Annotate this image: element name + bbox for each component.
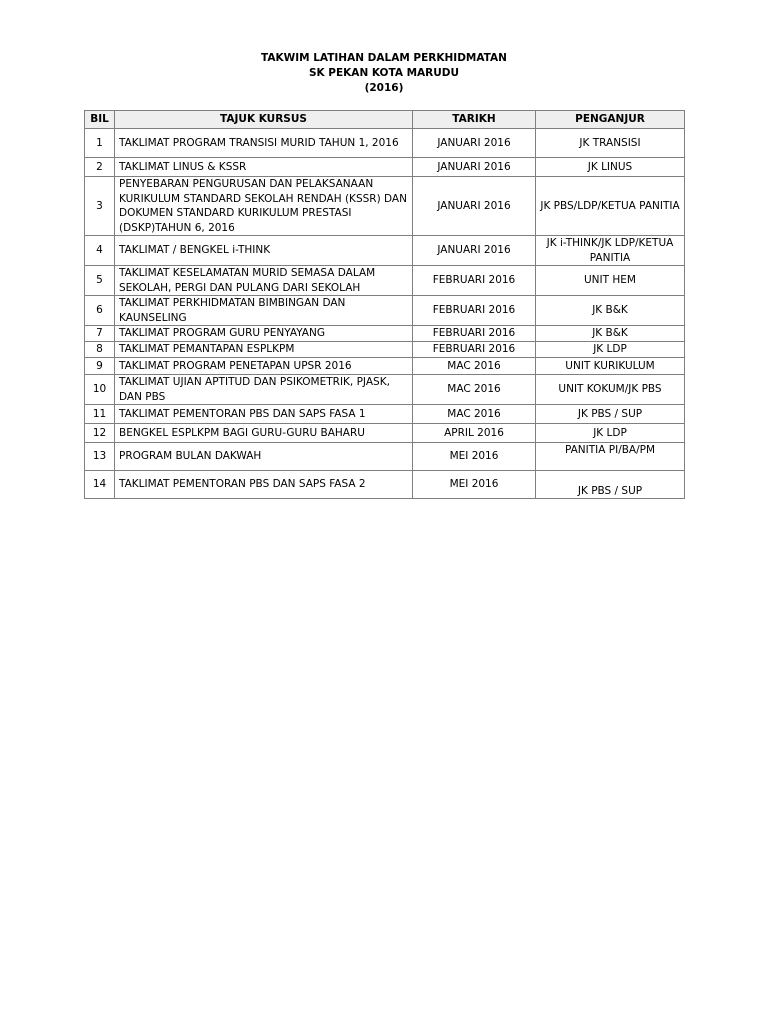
cell-bil: 1 [85, 129, 115, 158]
cell-bil: 5 [85, 266, 115, 296]
table-row [85, 129, 685, 158]
cell-bil: 4 [85, 236, 115, 266]
cell-bil: 14 [85, 471, 115, 499]
cell-tajuk: PENYEBARAN PENGURUSAN DAN PELAKSANAAN KURIKULUM STANDARD SEKOLAH RENDAH (KSSR) DAN DOKUMEN STANDARD KURIKULUM PRESTASI (DSKP)TAHUN 6, 2016 [115, 177, 413, 236]
cell-tarikh: MEI 2016 [413, 443, 536, 471]
cell-penganjur: JK LDP [536, 424, 685, 443]
cell-bil: 8 [85, 342, 115, 358]
cell-tajuk: TAKLIMAT / BENGKEL i-THINK [115, 236, 413, 266]
heading-title: TAKWIM LATIHAN DALAM PERKHIDMATAN [261, 52, 507, 64]
cell-tajuk: TAKLIMAT PROGRAM PENETAPAN UPSR 2016 [115, 358, 413, 375]
cell-tarikh: MAC 2016 [413, 358, 536, 375]
cell-tarikh: FEBRUARI 2016 [413, 342, 536, 358]
cell-tarikh: FEBRUARI 2016 [413, 266, 536, 296]
cell-tajuk: PROGRAM BULAN DAKWAH [115, 443, 413, 471]
cell-tarikh: FEBRUARI 2016 [413, 326, 536, 342]
cell-penganjur: JK TRANSISI [536, 129, 685, 158]
cell-tajuk: TAKLIMAT PEMENTORAN PBS DAN SAPS FASA 1 [115, 405, 413, 424]
cell-bil: 10 [85, 375, 115, 405]
cell-penganjur: JK PBS / SUP [536, 471, 685, 499]
table-row [85, 424, 685, 443]
cell-bil: 9 [85, 358, 115, 375]
column-header-bil: BIL [85, 111, 115, 129]
cell-bil: 11 [85, 405, 115, 424]
cell-penganjur: JK B&K [536, 326, 685, 342]
cell-bil: 7 [85, 326, 115, 342]
cell-penganjur: UNIT KOKUM/JK PBS [536, 375, 685, 405]
cell-penganjur: JK PBS / SUP [536, 405, 685, 424]
document-heading [0, 51, 768, 96]
cell-bil: 3 [85, 177, 115, 236]
table-row [85, 326, 685, 342]
cell-tarikh: MEI 2016 [413, 471, 536, 499]
cell-penganjur: PANITIA PI/BA/PM [536, 443, 685, 471]
cell-tarikh: MAC 2016 [413, 405, 536, 424]
cell-bil: 12 [85, 424, 115, 443]
cell-bil: 13 [85, 443, 115, 471]
cell-tarikh: JANUARI 2016 [413, 236, 536, 266]
cell-tarikh: APRIL 2016 [413, 424, 536, 443]
cell-tarikh: JANUARI 2016 [413, 158, 536, 177]
cell-tarikh: MAC 2016 [413, 375, 536, 405]
cell-penganjur: UNIT KURIKULUM [536, 358, 685, 375]
table-row [85, 177, 685, 236]
cell-tajuk: TAKLIMAT PERKHIDMATAN BIMBINGAN DAN KAUNSELING [115, 296, 413, 326]
table-row [85, 296, 685, 326]
cell-penganjur: JK PBS/LDP/KETUA PANITIA [536, 177, 685, 236]
cell-tajuk: TAKLIMAT UJIAN APTITUD DAN PSIKOMETRIK, PJASK, DAN PBS [115, 375, 413, 405]
table-header-row [85, 111, 685, 129]
cell-bil: 6 [85, 296, 115, 326]
cell-penganjur: JK B&K [536, 296, 685, 326]
table-row [85, 375, 685, 405]
table-row [85, 443, 685, 471]
column-header-tajuk: TAJUK KURSUS [115, 111, 413, 129]
cell-penganjur: JK LDP [536, 342, 685, 358]
table-row [85, 266, 685, 296]
heading-school: SK PEKAN KOTA MARUDU [308, 67, 460, 79]
cell-penganjur: JK i-THINK/JK LDP/KETUA PANITIA [536, 236, 685, 266]
column-header-tarikh: TARIKH [413, 111, 536, 129]
table-row [85, 158, 685, 177]
cell-penganjur: UNIT HEM [536, 266, 685, 296]
table-row [85, 358, 685, 375]
table-row [85, 342, 685, 358]
cell-tajuk: TAKLIMAT KESELAMATAN MURID SEMASA DALAM SEKOLAH, PERGI DAN PULANG DARI SEKOLAH [115, 266, 413, 296]
cell-penganjur: JK LINUS [536, 158, 685, 177]
cell-tarikh: JANUARI 2016 [413, 129, 536, 158]
training-schedule-table [84, 110, 685, 499]
column-header-penganjur: PENGANJUR [536, 111, 685, 129]
heading-year: (2016) [364, 82, 404, 94]
cell-bil: 2 [85, 158, 115, 177]
cell-tarikh: FEBRUARI 2016 [413, 296, 536, 326]
cell-tajuk: BENGKEL ESPLKPM BAGI GURU-GURU BAHARU [115, 424, 413, 443]
table-row [85, 471, 685, 499]
table-row [85, 236, 685, 266]
cell-tajuk: TAKLIMAT PEMENTORAN PBS DAN SAPS FASA 2 [115, 471, 413, 499]
cell-tajuk: TAKLIMAT PROGRAM TRANSISI MURID TAHUN 1, 2016 [115, 129, 413, 158]
cell-tarikh: JANUARI 2016 [413, 177, 536, 236]
cell-tajuk: TAKLIMAT PROGRAM GURU PENYAYANG [115, 326, 413, 342]
cell-tajuk: TAKLIMAT LINUS & KSSR [115, 158, 413, 177]
table-row [85, 405, 685, 424]
cell-tajuk: TAKLIMAT PEMANTAPAN ESPLKPM [115, 342, 413, 358]
